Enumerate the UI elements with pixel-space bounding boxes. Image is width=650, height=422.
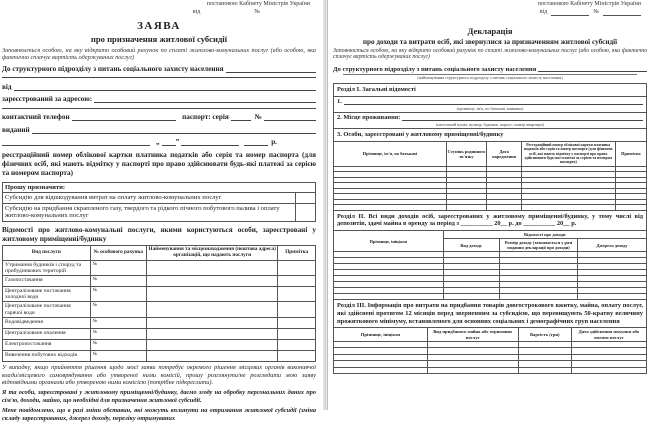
service-name: Централізоване постачання холодної води: [3, 287, 91, 302]
service-provider-cell: [146, 350, 277, 361]
item1-number: 1.: [337, 98, 342, 106]
service-note-cell: [278, 276, 316, 287]
service-account-cell: [90, 260, 146, 275]
notification-clause: Мене повідомлено, що в разі зміни обставин, які можуть вплинути на отримання житлової субсидії (зміна складу зареєстрованих, джерел доходу, переліку отримуваних: [2, 406, 316, 422]
services-table: [2, 245, 316, 361]
persons-header-name: Прізвище, ім'я, по батькові: [334, 141, 447, 166]
service-row: [3, 260, 316, 275]
tax-number-paragraph: реєстраційний номер облікової картки платника податків або серія та номер паспорта (для фізичних осіб, які мають відмітку у паспорті про право здійснювати будь-які платежі за серією та номером паспорта): [2, 151, 316, 177]
declaration-title: Декларація: [467, 25, 513, 36]
request-option-1-checkbox: [296, 193, 316, 204]
residence-label: 2. Місце проживання:: [337, 114, 401, 122]
section1-title: Розділ I. Загальні відомості: [333, 83, 647, 97]
declaration-body: [333, 83, 647, 374]
account-no-prefix: №: [92, 318, 98, 324]
account-no-prefix: №: [92, 288, 98, 294]
passport-series-label: паспорт: серія: [182, 113, 229, 122]
services-header-account: № особового рахунка: [90, 246, 146, 260]
service-note-cell: [278, 317, 316, 328]
year-blank: [244, 145, 268, 146]
applicant-name-blank: [344, 104, 643, 105]
service-note-cell: [278, 350, 316, 361]
service-account-cell: [90, 317, 146, 328]
to-department-caption: (найменування структурного підрозділу з питань соціального захисту населення): [343, 74, 637, 81]
persons-header-relation: Ступінь родинного зв'язку: [446, 141, 487, 166]
passport-number-label: №: [254, 113, 262, 122]
service-note-cell: [278, 302, 316, 317]
service-note-cell: [278, 287, 316, 302]
approval-line: постановою Кабінету Міністрів України: [206, 1, 310, 7]
declaration-subtitle: про доходи та витрати осіб, які звернулися за призначенням житлової субсидії: [362, 37, 618, 46]
to-department-label: До структурного підрозділу з питань соціального захисту населення: [333, 65, 537, 73]
service-note-cell: [278, 339, 316, 350]
issue-date-line: [2, 138, 316, 147]
consideration-clause: У випадку, якщо прийняття рішення щодо моєї заяви потребує окремого рішення місцевих органів виконавчої влади/місцевого самоврядування або утвореної ними комісій, прошу розглянути/не розглядати мою заяву відповідними органами або утвореною ними комісією (потрібне підкреслити).: [2, 364, 316, 387]
request-option-row: [3, 203, 316, 221]
address-blank-2: [2, 108, 316, 109]
quote-open: „: [156, 138, 160, 147]
expenses-header-kind: Вид придбаного майна або отриманих послуг: [427, 328, 518, 342]
approval-reference: [2, 1, 316, 17]
personal-data-consent-clause: Я та особи, зареєстровані у житловому приміщенні/будинку, даємо згоду на обробку персональних даних про сім'ю, доходи, майно, що необхідні для призначення житлової субсидії.: [2, 389, 316, 404]
service-provider-cell: [146, 339, 277, 350]
approval-reference: [333, 1, 647, 17]
service-account-cell: [90, 287, 146, 302]
income-header-source: Джерело доходу: [578, 239, 647, 252]
passport-number-blank: [264, 120, 316, 121]
request-option-row: [3, 193, 316, 204]
residence-caption: (населений пункт, вулиця, будинок, корпус, номер квартири): [436, 122, 544, 128]
expenses-table: [333, 327, 647, 374]
service-account-cell: [90, 339, 146, 350]
fill-instruction-note: Заповнюється особою, на яку відкрито особовий рахунок по сплаті житлово-комунальних послуг (або особою, яка фактично сплачує вартість одержуваних послуг): [333, 47, 647, 61]
approval-from-label: від: [192, 8, 201, 15]
residence-blank: [402, 120, 643, 121]
account-no-prefix: №: [92, 277, 98, 283]
request-title: Прошу призначити:: [3, 182, 316, 193]
services-header-note: Примітка: [278, 246, 316, 260]
request-option-1: Субсидію для відшкодування витрат на оплату житлово-комунальних послуг: [3, 193, 296, 204]
residence-row: [333, 112, 647, 129]
persons-header-row: [334, 141, 647, 166]
applicant-line: [2, 83, 316, 92]
service-provider-cell: [146, 260, 277, 275]
service-name: Електропостачання: [3, 339, 91, 350]
services-heading: Відомості про житлово-комунальні послуги, якими користуються особи, зареєстровані у житловому приміщенні/будинку: [2, 225, 316, 243]
service-name: Централізоване постачання гарячої води: [3, 302, 91, 317]
service-row: [3, 302, 316, 317]
passport-issued-label: виданий: [2, 125, 30, 134]
fill-instruction-note: Заповнюється особою, на яку відкрито особовий рахунок по сплаті житлово-комунальних послуг (або особою, яка фактично сплачує вартість одержуваних послуг): [2, 46, 316, 61]
phone-passport-line: [2, 113, 316, 122]
expenses-header-cost: Вартість (грн): [518, 328, 571, 342]
income-header-kind: Вид доходу: [443, 239, 499, 252]
account-no-prefix: №: [92, 303, 98, 309]
service-note-cell: [278, 260, 316, 275]
service-account-cell: [90, 276, 146, 287]
phone-blank: [72, 120, 176, 121]
quote-close: ”: [175, 138, 180, 147]
address-blank: [94, 102, 316, 103]
services-header-provider: Найменування та місцезнаходження (поштова адреса) організацій, що надають послуги: [146, 246, 277, 260]
service-name: Централізоване опалення: [3, 328, 91, 339]
income-header-name: Прізвище, ініціали: [334, 231, 444, 252]
persons-header-taxnumber: Реєстраційний номер облікової картки платника податків або серія та номер паспорта (для фізичних осіб, які мають відмітку у паспорті про право здійснювати будь-які платежі за серією та номером паспорта): [521, 141, 615, 166]
to-department-blank: [226, 72, 316, 73]
phone-label: контактний телефон: [2, 113, 70, 122]
section3-title: Розділ III. Інформація про витрати на придбання товарів довгострокового вжитку, майна, оплату послуг, які здійснені протягом 12 місяців перед зверненням за субсидією, що перевищують 50-кратну величину прожиткового мінімуму, встановленого для основних соціальних і демографічних груп населення: [333, 299, 647, 328]
expense-empty-row: [334, 367, 647, 374]
service-note-cell: [278, 328, 316, 339]
service-row: [3, 328, 316, 339]
section2-title: Розділ II. Всі види доходів осіб, зареєстрованих у житловому приміщенні/будинку, у тому числі від депозитів, здачі майна в оренду за період з: [337, 212, 643, 228]
request-options-table: [2, 182, 316, 222]
account-no-prefix: №: [92, 329, 98, 335]
registered-persons-heading: 3. Особи, зареєстровані у житловому приміщенні/будинку: [333, 128, 647, 142]
request-option-2-checkbox: [296, 203, 316, 221]
income-header-row: [334, 231, 647, 239]
approval-from-label: від: [539, 8, 548, 15]
service-row: [3, 317, 316, 328]
account-no-prefix: №: [92, 340, 98, 346]
application-title: ЗАЯВА: [137, 19, 181, 32]
applicant-name-row: [333, 96, 647, 113]
service-row: [3, 350, 316, 361]
registered-persons-table: [333, 141, 647, 211]
service-account-cell: [90, 302, 146, 317]
expenses-header-name: Прізвище, ініціали: [334, 328, 428, 342]
service-row: [3, 287, 316, 302]
service-row: [3, 276, 316, 287]
passport-issued-line: [2, 126, 316, 135]
address-line-2: [2, 108, 316, 110]
service-provider-cell: [146, 287, 277, 302]
issued-by-blank: [2, 145, 150, 146]
to-department-blank-2: [2, 77, 316, 78]
service-account-cell: [90, 350, 146, 361]
service-name: Водовідведення: [3, 317, 91, 328]
to-department-line: [333, 66, 647, 73]
service-provider-cell: [146, 302, 277, 317]
to-department-line: [2, 65, 316, 74]
section2-period-blanks: __________ 20__ р. до __________ 20__ р.: [460, 220, 577, 228]
service-name: Вивезення побутових відходів: [3, 350, 91, 361]
passport-issued-blank: [32, 133, 316, 134]
expenses-header-row: [334, 328, 647, 342]
expenses-header-date: Дата здійснення покупки або оплати послуг: [571, 328, 646, 342]
services-header-row: [3, 246, 316, 260]
month-blank: [181, 145, 239, 146]
application-form-page: [0, 0, 323, 422]
account-no-prefix: №: [92, 261, 98, 267]
to-department-line-2: [2, 77, 316, 79]
approval-no-label: №: [254, 8, 260, 15]
service-name: Газопостачання: [3, 276, 91, 287]
to-department-blank: [538, 71, 647, 72]
applicant-label: від: [2, 82, 12, 91]
service-name: Утримання будинків і споруд та прибудинкових територій: [3, 260, 91, 275]
approval-no-blank: [603, 15, 641, 16]
service-account-cell: [90, 328, 146, 339]
address-line: [2, 95, 316, 104]
address-label: зареєстрований за адресою:: [2, 95, 93, 104]
approval-no-label: №: [593, 8, 599, 15]
section2-title-block: [333, 210, 647, 231]
income-header-group: Відомості про доходи: [443, 231, 646, 239]
account-no-prefix: №: [92, 351, 98, 357]
service-provider-cell: [146, 276, 277, 287]
service-provider-cell: [146, 328, 277, 339]
application-subtitle: про призначення житлової субсидії: [90, 33, 228, 44]
year-suffix-label: р.: [271, 138, 277, 147]
services-header-kind: Вид послуги: [3, 246, 91, 260]
service-row: [3, 339, 316, 350]
income-header-size: Розмір доходу (зазначається у разі подання декларації про доходи): [499, 239, 577, 252]
passport-series-blank: [231, 120, 251, 121]
day-blank: [162, 145, 176, 146]
service-provider-cell: [146, 317, 277, 328]
persons-header-birthdate: Дата народження: [487, 141, 521, 166]
request-title-row: [3, 182, 316, 193]
approval-line: постановою Кабінету Міністрів України: [537, 1, 641, 7]
declaration-form-page: [327, 0, 650, 410]
income-table: [333, 230, 647, 300]
request-option-2: Субсидію на придбання скрапленого газу, твердого та рідкого пічного побутового палива і оплату житлово-комунальних послуг: [3, 203, 296, 221]
to-department-label: До структурного підрозділу з питань соціального захисту населення: [2, 64, 224, 73]
applicant-blank: [14, 90, 316, 91]
applicant-name-caption: (прізвище, ім'я, по батькові заявника): [456, 106, 524, 112]
persons-header-note: Примітка: [615, 141, 646, 166]
approval-from-blank: [551, 15, 589, 16]
